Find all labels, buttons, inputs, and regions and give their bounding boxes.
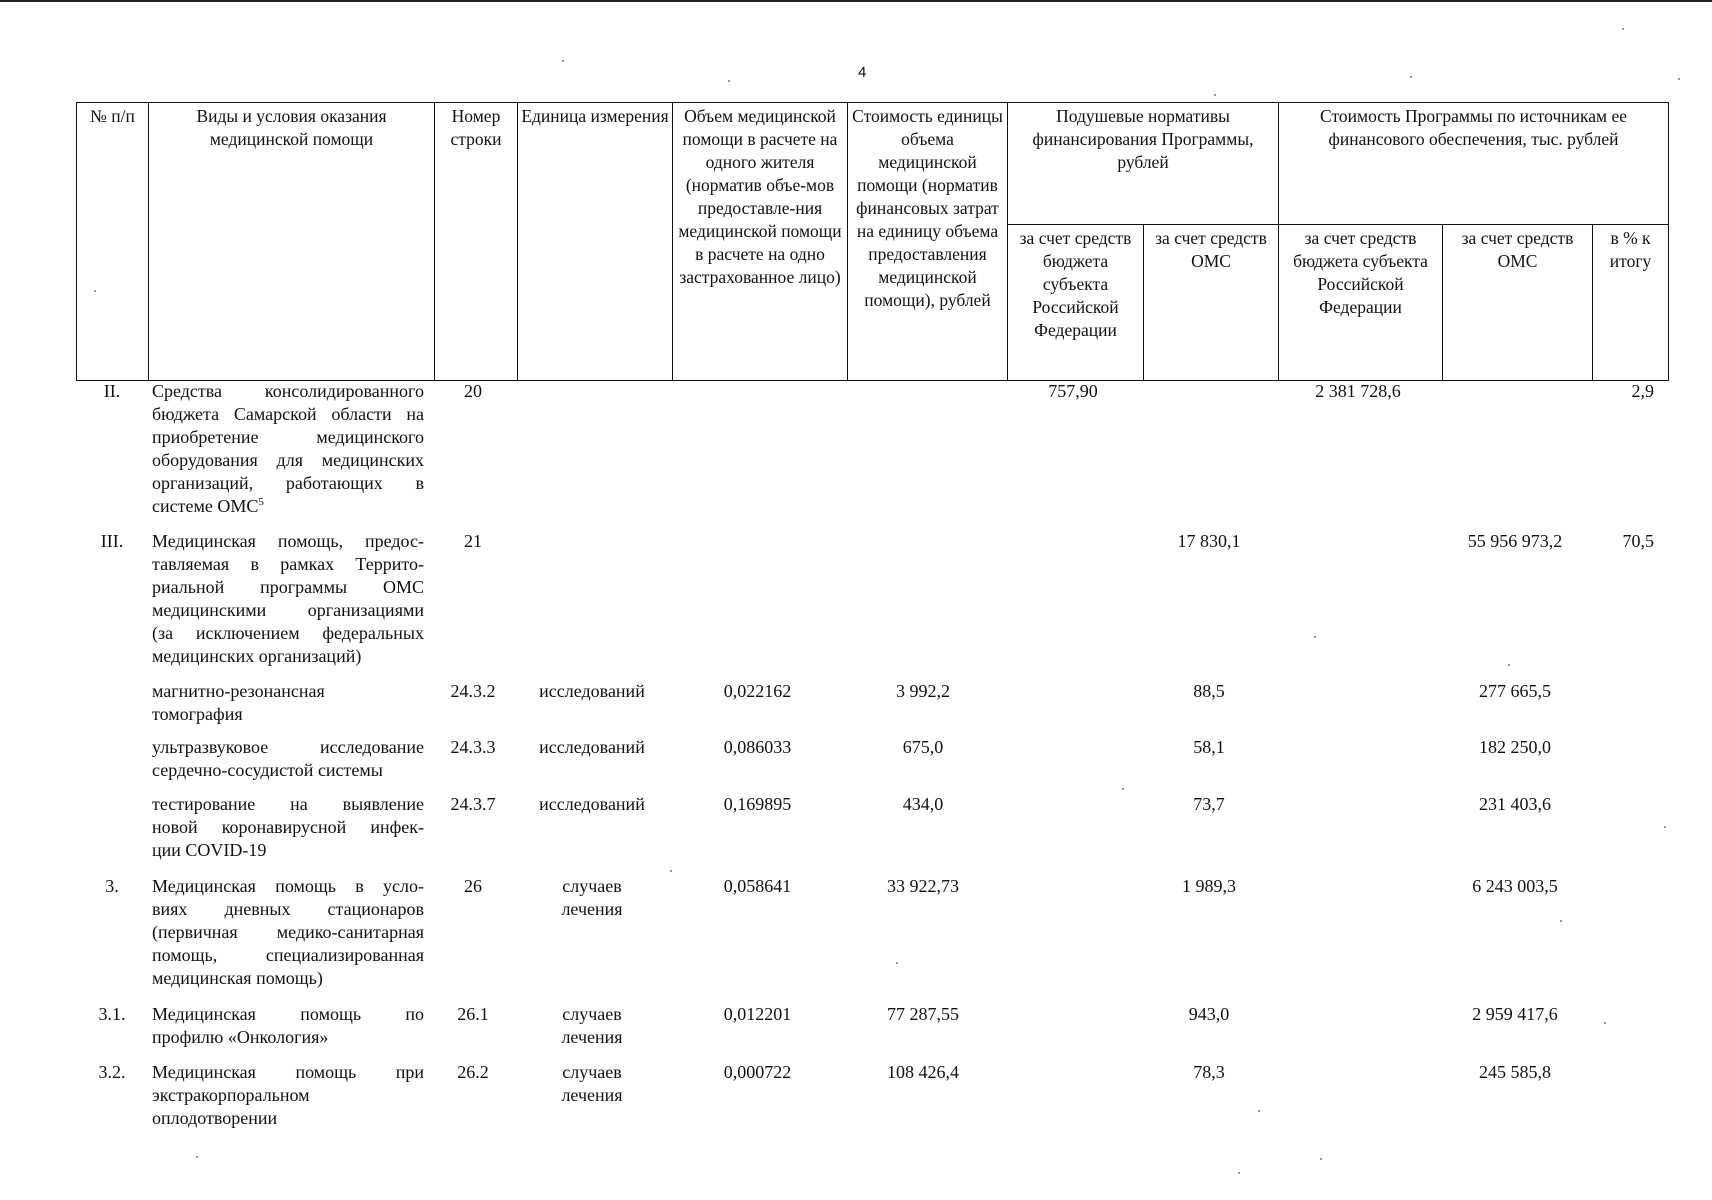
- row-4-description-line: тестирование на выявление: [152, 794, 424, 814]
- row-5-description-line: медицинская помощь): [152, 968, 323, 988]
- footnote-mark: 5: [258, 496, 264, 508]
- header-sub-budget-total: за счет средств бюджета субъекта Российской Федерации: [1279, 225, 1443, 381]
- row-3-unit: исследований: [539, 737, 645, 757]
- row-6-unit: случаев лечения: [561, 1004, 623, 1047]
- row-1-total-oms: 55 956 973,2: [1467, 531, 1563, 551]
- header-group-per-capita: Подушевые нормативы финансирования Программы, рублей: [1008, 103, 1279, 225]
- row-7-volume: 0,000722: [723, 1062, 792, 1082]
- row-1-num: III.: [100, 531, 124, 551]
- row-6-line: 26.1: [457, 1004, 489, 1024]
- row-1-description-line: медицинских организаций): [152, 646, 362, 666]
- row-5-unit: случаев лечения: [561, 876, 623, 919]
- row-6-total-oms: 2 959 417,6: [1472, 1004, 1558, 1024]
- header-sub-oms-total: за счет средств ОМС: [1443, 225, 1593, 381]
- row-1-description-line: риальной программы ОМС: [152, 577, 424, 597]
- row-7-pc-oms: 78,3: [1193, 1062, 1225, 1082]
- row-3-cost: 675,0: [902, 737, 944, 757]
- row-3-description-line: сердечно-сосудистой системы: [152, 760, 383, 780]
- row-0-description-line: бюджета Самарской области на: [152, 404, 424, 424]
- row-1-pc-oms: 17 830,1: [1177, 531, 1241, 551]
- row-5-cost: 33 922,73: [887, 876, 959, 896]
- row-2-line: 24.3.2: [450, 681, 496, 701]
- row-0-total-budget: 2 381 728,6: [1315, 381, 1401, 401]
- row-0-description: [152, 380, 424, 518]
- row-1-description: [152, 530, 424, 668]
- row-5-description: [152, 875, 424, 990]
- row-7-unit: случаев лечения: [561, 1062, 623, 1105]
- row-6-volume: 0,012201: [723, 1004, 792, 1024]
- row-0-description-line: организаций, работающих в: [152, 473, 424, 493]
- row-6-description: [152, 1003, 424, 1049]
- header-col-cost: Стоимость единицы объема медицинской помощи (норматив финансовых затрат на единицу объема предоставления медицинской помощи), рублей: [848, 103, 1008, 381]
- row-5-description-line: виях дневных стационаров: [152, 899, 424, 919]
- row-7-cost: 108 426,4: [887, 1062, 959, 1082]
- header-col-volume: Объем медицинской помощи в расчете на одного жителя (норматив объе-мов предоставле-ния медицинской помощи в расчете на одно застрахованное лицо): [673, 103, 848, 381]
- row-5-total-oms: 6 243 003,5: [1472, 876, 1558, 896]
- row-5-line: 26: [464, 876, 482, 896]
- row-1-description-line: (за исключением федеральных: [152, 623, 424, 643]
- row-5-num: 3.: [105, 876, 119, 896]
- row-7-description: [152, 1061, 424, 1130]
- row-2-cost: 3 992,2: [896, 681, 950, 701]
- row-4-line: 24.3.7: [450, 794, 496, 814]
- row-2-unit: исследований: [539, 681, 645, 701]
- row-0-description-line: Средства консолидированного: [152, 381, 424, 401]
- row-0-pc-budget: 757,90: [1048, 381, 1098, 401]
- row-2-description-line: магнитно-резонансная: [152, 681, 325, 701]
- header-col-num: № п/п: [77, 103, 149, 381]
- row-0-line: 20: [464, 381, 482, 401]
- row-3-description-line: ультразвуковое исследование: [152, 737, 424, 757]
- row-1-percent: 70,5: [1622, 531, 1654, 551]
- row-5-pc-oms: 1 989,3: [1182, 876, 1236, 896]
- row-4-cost: 434,0: [902, 794, 944, 814]
- row-4-volume: 0,169895: [723, 794, 792, 814]
- row-5-volume: 0,058641: [723, 876, 792, 896]
- row-0-description-line: оборудования для медицинских: [152, 450, 424, 470]
- row-1-description-line: медицинскими организациями: [152, 600, 424, 620]
- row-5-description-line: (первичная медико-санитарная: [152, 922, 424, 942]
- row-2-description-line: томография: [152, 704, 243, 724]
- row-4-description-line: ции COVID-19: [152, 840, 267, 860]
- header-sub-percent: в % к итогу: [1593, 225, 1669, 381]
- row-3-pc-oms: 58,1: [1193, 737, 1225, 757]
- row-4-unit: исследований: [539, 794, 645, 814]
- header-col-line: Номер строки: [435, 103, 518, 381]
- row-5-description-line: Медицинская помощь в усло-: [152, 876, 424, 896]
- row-6-pc-oms: 943,0: [1188, 1004, 1230, 1024]
- row-4-description-line: новой коронавирусной инфек-: [152, 817, 424, 837]
- row-2-volume: 0,022162: [723, 681, 792, 701]
- row-1-description-line: тавляемая в рамках Террито-: [152, 554, 424, 574]
- row-0-description-line: системе ОМС$^5$: [152, 496, 264, 516]
- row-1-line: 21: [464, 531, 482, 551]
- row-0-num: II.: [103, 381, 121, 401]
- header-sub-oms: за счет средств ОМС: [1144, 225, 1279, 381]
- row-6-description-line: профилю «Онкология»: [152, 1027, 329, 1047]
- header-group-cost-by-source: Стоимость Программы по источникам ее финансового обеспечения, тыс. рублей: [1279, 103, 1669, 225]
- row-0-percent: 2,9: [1631, 381, 1654, 401]
- row-7-total-oms: 245 585,8: [1479, 1062, 1551, 1082]
- row-7-description-line: экстракорпоральном: [152, 1085, 310, 1105]
- row-3-line: 24.3.3: [450, 737, 496, 757]
- row-7-description-line: оплодотворении: [152, 1108, 278, 1128]
- row-4-total-oms: 231 403,6: [1479, 794, 1551, 814]
- row-3-volume: 0,086033: [723, 737, 792, 757]
- row-3-description: [152, 736, 424, 782]
- row-2-total-oms: 277 665,5: [1479, 681, 1551, 701]
- row-6-cost: 77 287,55: [887, 1004, 959, 1024]
- row-7-line: 26.2: [457, 1062, 489, 1082]
- row-6-description-line: Медицинская помощь по: [152, 1004, 424, 1024]
- page-number: 4: [858, 64, 867, 81]
- header-col-unit: Единица измерения: [518, 103, 673, 381]
- row-4-description: [152, 793, 424, 862]
- row-7-num: 3.2.: [98, 1062, 126, 1082]
- row-0-description-line: приобретение медицинского: [152, 427, 424, 447]
- row-6-num: 3.1.: [98, 1004, 126, 1024]
- header-sub-budget: за счет средств бюджета субъекта Российской Федерации: [1008, 225, 1144, 381]
- row-5-description-line: помощь, специализированная: [152, 945, 424, 965]
- row-2-description: [152, 680, 424, 726]
- header-col-type: Виды и условия оказания медицинской помощи: [149, 103, 435, 381]
- row-7-description-line: Медицинская помощь при: [152, 1062, 424, 1082]
- row-2-pc-oms: 88,5: [1193, 681, 1225, 701]
- row-4-pc-oms: 73,7: [1193, 794, 1225, 814]
- row-3-total-oms: 182 250,0: [1479, 737, 1551, 757]
- row-1-description-line: Медицинская помощь, предос-: [152, 531, 424, 551]
